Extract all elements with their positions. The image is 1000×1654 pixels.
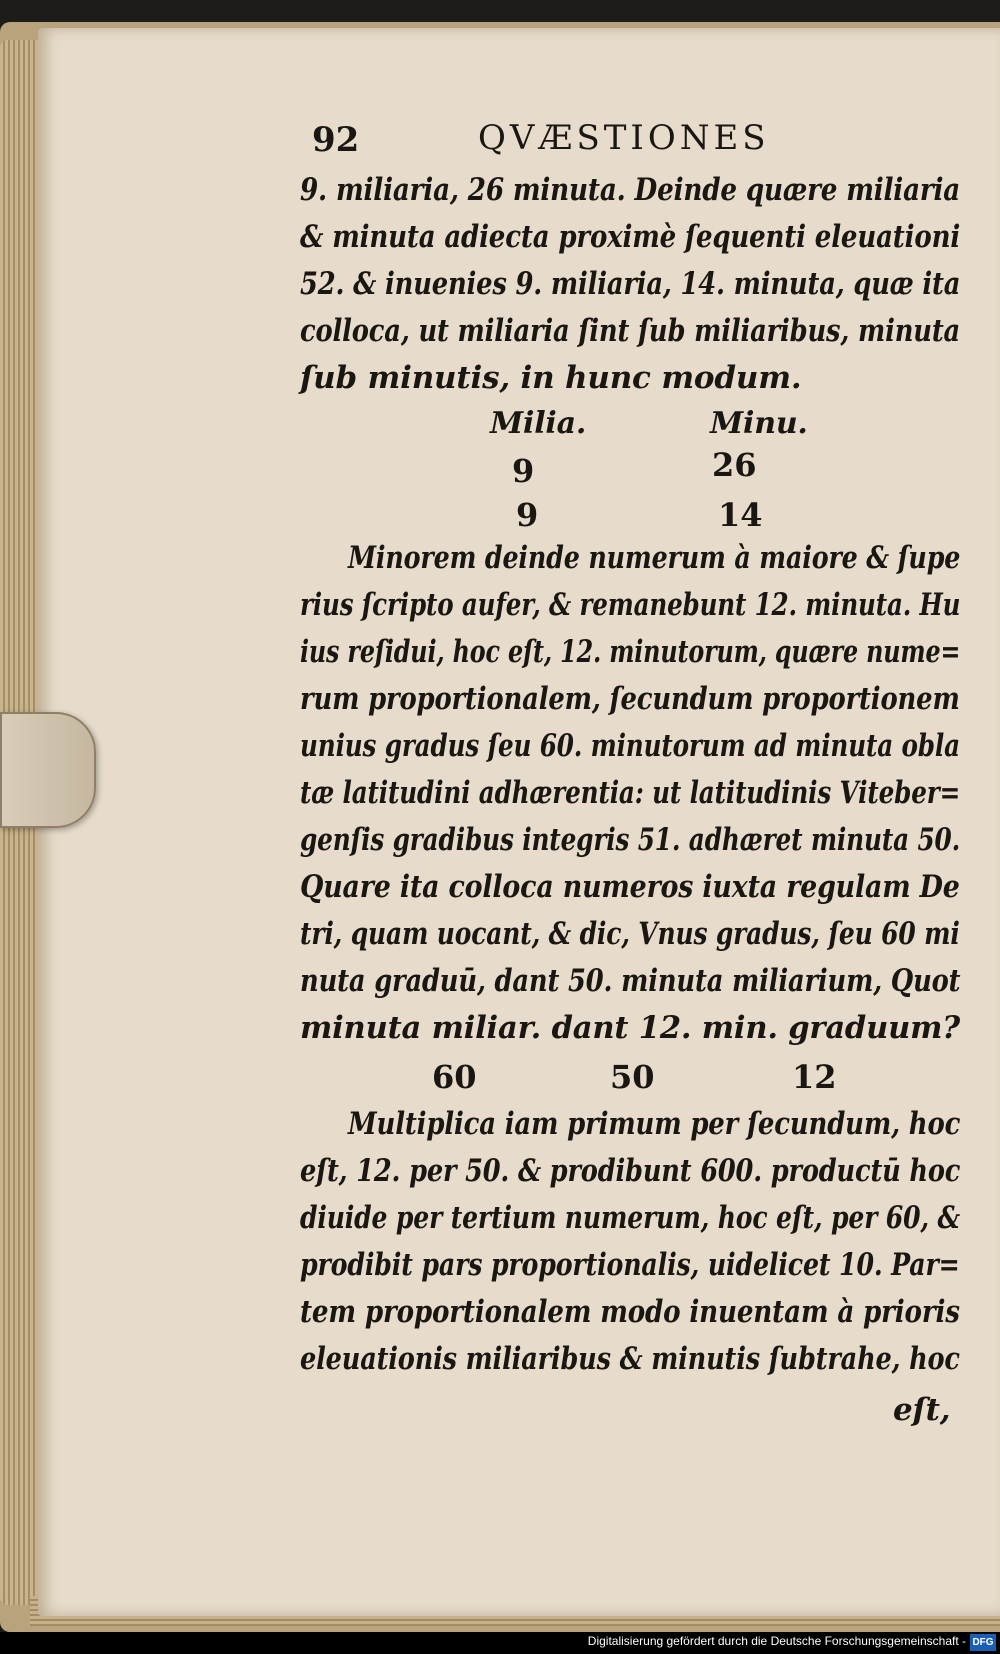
text-line: 52. & inuenies 9. miliaria, 14. minuta, quæ ita	[300, 266, 961, 302]
text-line: genſis gradibus integris 51. adhæret minuta 50.	[300, 822, 961, 858]
text-line: diuide per tertium numerum, hoc eſt, per 60, &	[300, 1200, 961, 1236]
table2-cell: 50	[610, 1058, 655, 1096]
table1-header-milia: Milia.	[490, 406, 587, 441]
text-line: colloca, ut miliaria ſint ſub miliaribus, minuta	[300, 313, 961, 349]
bookmark-clip	[0, 712, 96, 828]
text-line: ius reſidui, hoc eſt, 12. minutorum, quære nume=	[300, 634, 961, 670]
table1-cell: 9	[516, 496, 539, 534]
table1-cell: 9	[512, 452, 535, 490]
catchword: eſt,	[893, 1392, 951, 1428]
text-line: prodibit pars proportionalis, uidelicet 10. Par=	[300, 1247, 960, 1283]
text-line: & minuta adiecta proximè ſequenti eleuationi	[300, 219, 961, 255]
text-line: eſt, 12. per 50. & prodibunt 600. productū hoc	[300, 1153, 961, 1189]
page-number: 92	[312, 120, 360, 160]
text-line: eleuationis miliaribus & minutis ſubtrahe, hoc	[300, 1341, 960, 1377]
footer-bar	[0, 1632, 1000, 1654]
text-line: tri, quam uocant, & dic, Vnus gradus, ſeu 60 mi	[300, 916, 960, 952]
table2-cell: 60	[432, 1058, 477, 1096]
text-line: minuta miliar. dant 12. min. graduum?	[300, 1010, 961, 1046]
table1-cell: 14	[718, 496, 763, 534]
text-line: tæ latitudini adhærentia: ut latitudinis Viteber=	[300, 775, 961, 811]
table2-cell: 12	[792, 1058, 837, 1096]
dfg-logo: DFG	[970, 1634, 996, 1651]
text-line: unius gradus ſeu 60. minutorum ad minuta obla	[300, 728, 960, 764]
text-line: 9. miliaria, 26 minuta. Deinde quære miliaria	[300, 172, 961, 208]
text-line: Multiplica iam primum per ſecundum, hoc	[348, 1106, 961, 1142]
table1-cell: 26	[712, 446, 757, 484]
text-line: ſub minutis, in hunc modum.	[300, 360, 802, 396]
text-line: Minorem deinde numerum à maiore & ſupe	[348, 540, 961, 576]
text-line: rum proportionalem, ſecundum proportionem	[300, 681, 960, 717]
text-line: tem proportionalem modo inuentam à prioris	[300, 1294, 960, 1330]
text-line: rius ſcripto aufer, & remanebunt 12. minuta. Hu	[300, 587, 961, 623]
table1-header-minu: Minu.	[710, 406, 808, 441]
text-line: Quare ita colloca numeros iuxta regulam De	[300, 869, 960, 905]
running-head: QVÆSTIONES	[478, 118, 770, 158]
footer-credit: Digitalisierung gefördert durch die Deutsche Forschungsgemeinschaft -	[587, 1634, 966, 1648]
text-line: nuta graduū, dant 50. minuta miliarium, Quot	[300, 963, 961, 999]
